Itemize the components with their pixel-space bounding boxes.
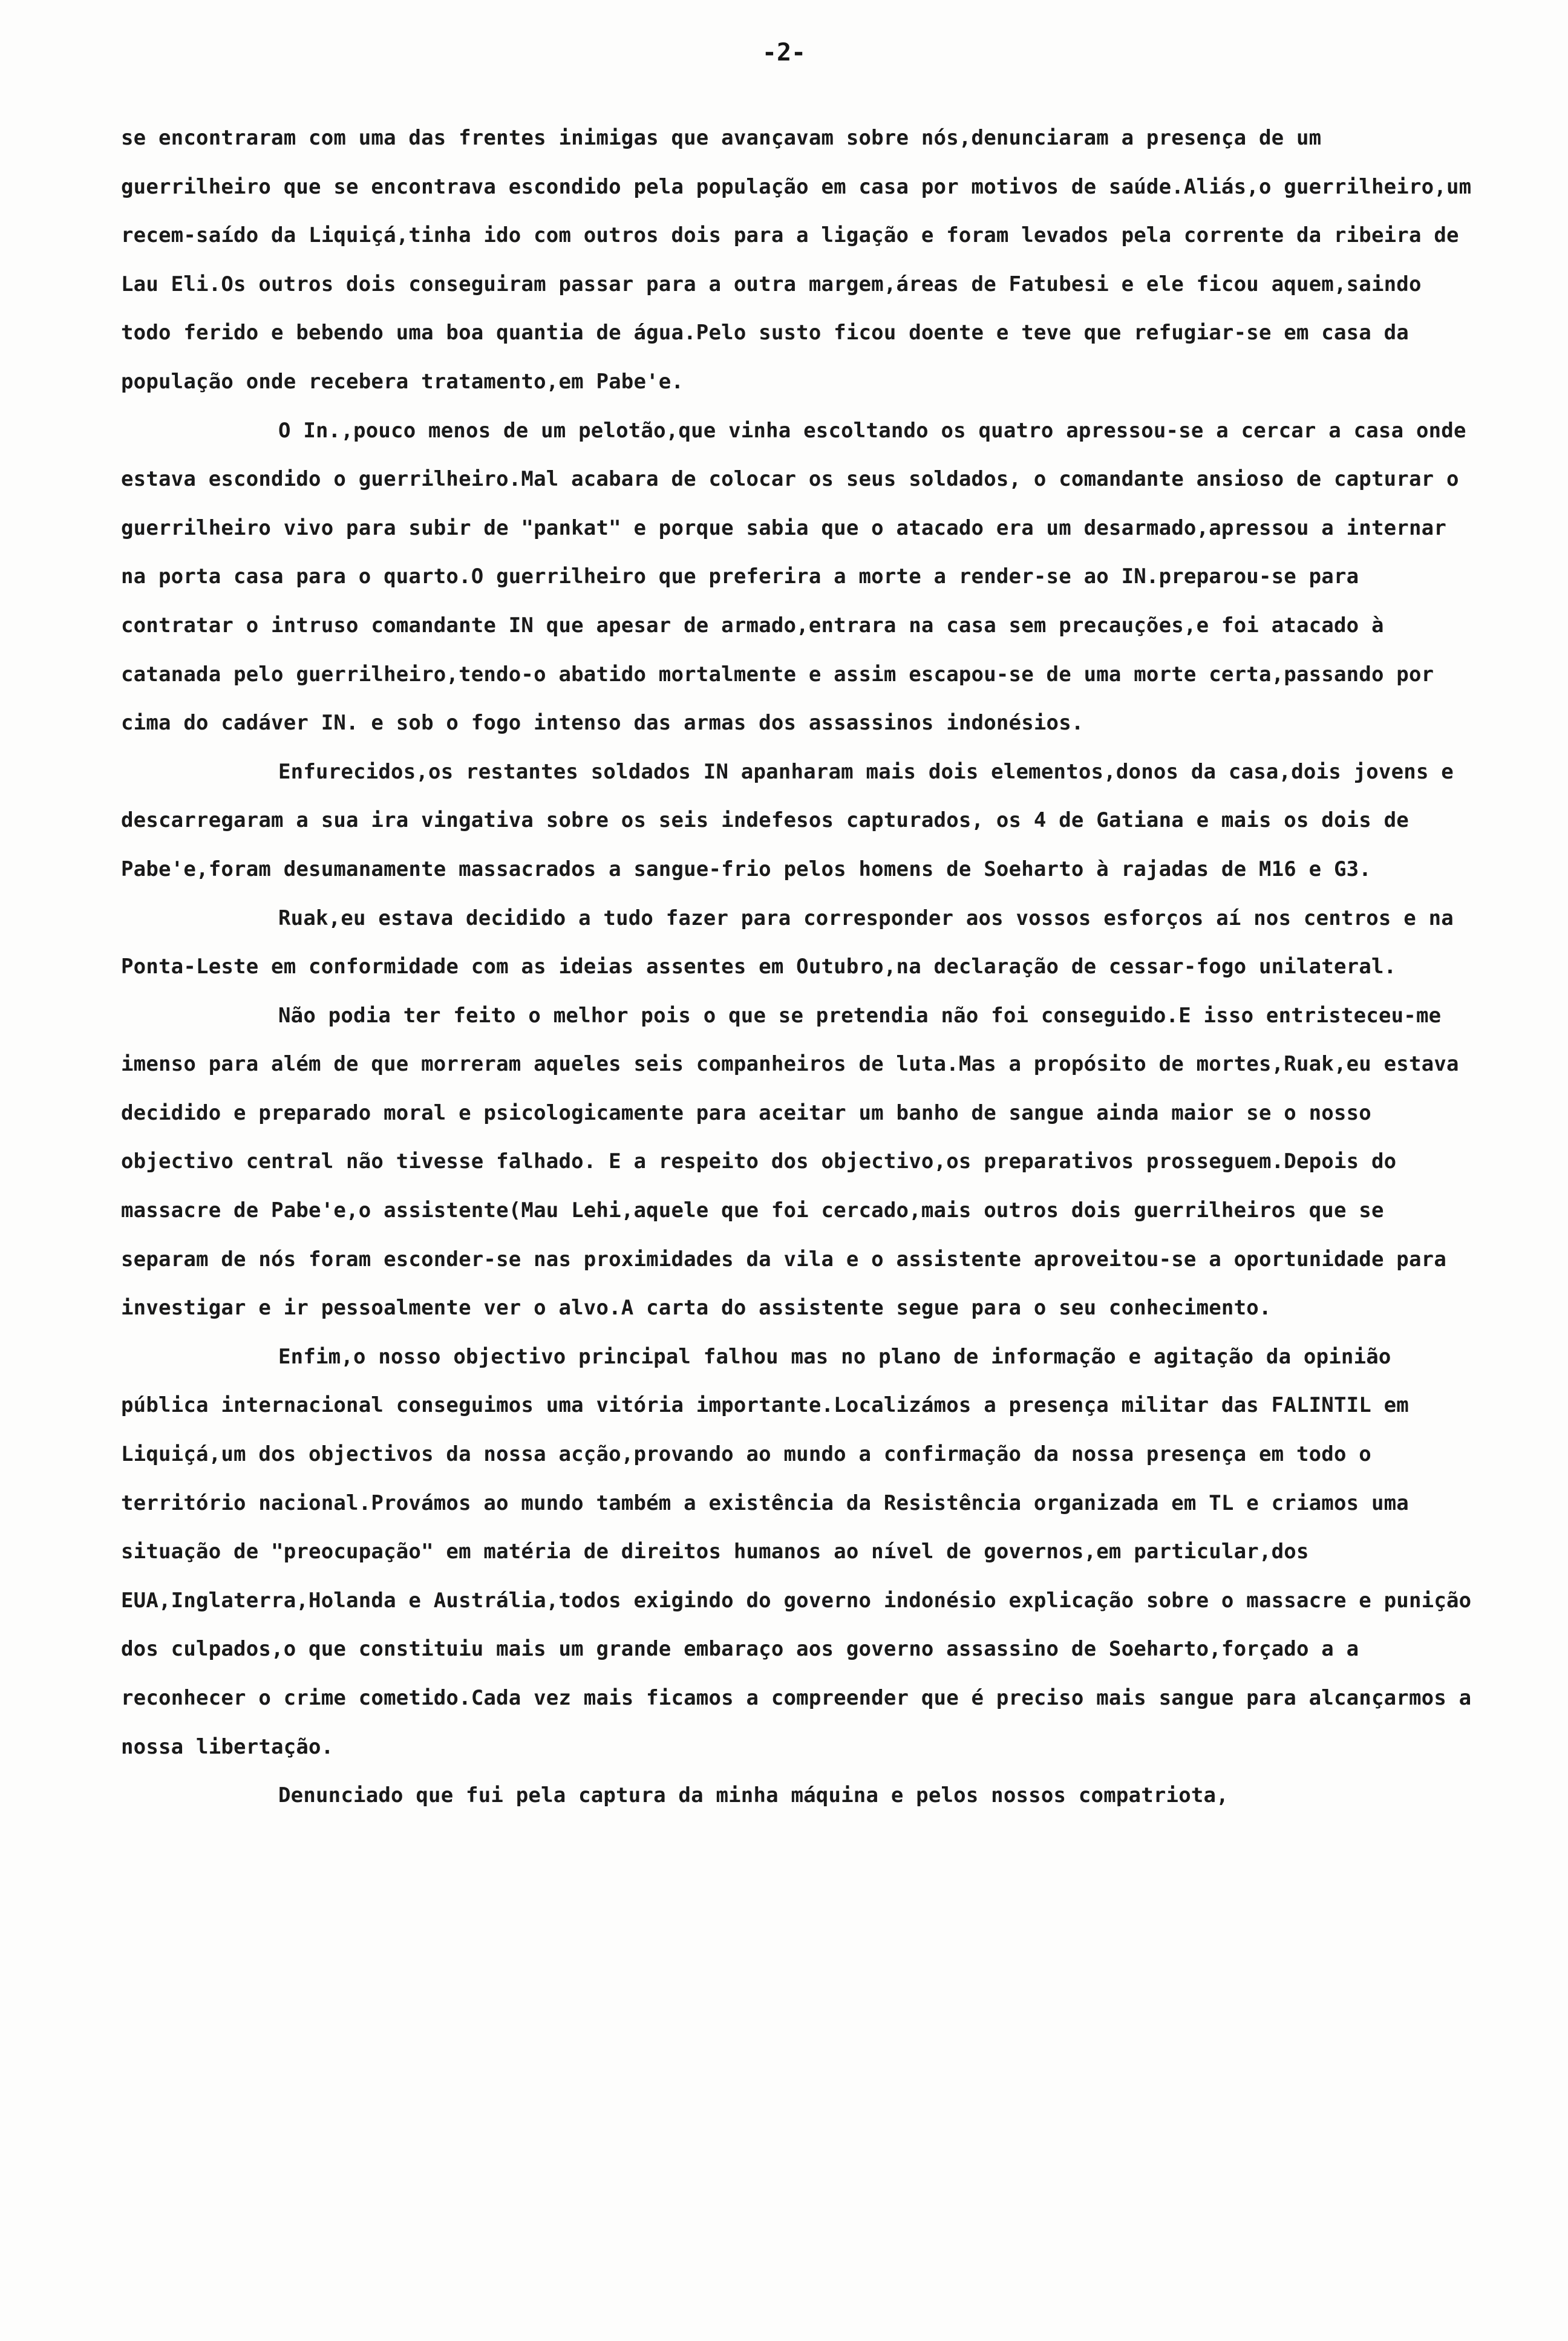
paragraph-3: Enfurecidos,os restantes soldados IN apanharam mais dois elementos,donos da casa,dois jovens e descarregaram a sua ira vingativa sobre os seis indefesos capturados, os 4 de Gatiana e mais os dois de Pabe'e,foram desumanamente massacrados a sangue-frio pelos homens de Soeharto à rajadas de M16 e G3. <box>121 759 1454 881</box>
paragraph-2: O In.,pouco menos de um pelotão,que vinha escoltando os quatro apressou-se a cercar a casa onde estava escondido o guerrilheiro.Mal acabara de colocar os seus soldados, o comandante ansioso de capturar o guerrilheiro vivo para subir de "pankat" e porque sabia que o atacado era um desarmado,apressou a internar na porta casa para o quarto.O guerrilheiro que preferira a morte a render-se ao IN.preparou-se para contratar o intruso comandante IN que apesar de armado,entrara na casa sem precauções,e foi atacado à catanada pelo guerrilheiro,tendo-o abatido mortalmente e assim escapou-se de uma morte certa,passando por cima do cadáver IN. e sob o fogo intenso das armas dos assassinos indonésios. <box>121 418 1466 736</box>
paragraph-1: se encontraram com uma das frentes inimigas que avançavam sobre nós,denunciaram a presença de um guerrilheiro que se encontrava escondido pela população em casa por motivos de saúde.Aliás,o guerrilheiro,um recem-saído da Liquiçá,tinha ido com outros dois para a ligação e foram levados pela corrente da ribeira de Lau Eli.Os outros dois conseguiram passar para a outra margem,áreas de Fatubesi e ele ficou aquem,saindo todo ferido e bebendo uma boa quantia de água.Pelo susto ficou doente e teve que refugiar-se em casa da população onde recebera tratamento,em Pabe'e. <box>121 126 1472 394</box>
body-text <box>121 114 1476 1820</box>
page-number: -2- <box>762 39 806 67</box>
paragraph-7: Denunciado que fui pela captura da minha máquina e pelos nossos compatriota, <box>278 1783 1229 1808</box>
paragraph-5: Não podia ter feito o melhor pois o que se pretendia não foi conseguido.E isso entristeceu-me imenso para além de que morreram aqueles seis companheiros de luta.Mas a propósito de mortes,Ruak,eu estava decidido e preparado moral e psicologicamente para aceitar um banho de sangue ainda maior se o nosso objectivo central não tivesse falhado. E a respeito dos objectivo,os preparativos prosseguem.Depois do massacre de Pabe'e,o assistente(Mau Lehi,aquele que foi cercado,mais outros dois guerrilheiros que se separam de nós foram esconder-se nas proximidades da vila e o assistente aproveitou-se a oportunidade para investigar e ir pessoalmente ver o alvo.A carta do assistente segue para o seu conhecimento. <box>121 1003 1459 1321</box>
paragraph-4: Ruak,eu estava decidido a tudo fazer para corresponder aos vossos esforços aí nos centros e na Ponta-Leste em conformidade com as ideias assentes em Outubro,na declaração de cessar-fogo unilateral. <box>121 906 1454 979</box>
paragraph-6: Enfim,o nosso objectivo principal falhou mas no plano de informação e agitação da opinião pública internacional conseguimos uma vitória importante.Localizámos a presença militar das FALINTIL em Liquiçá,um dos objectivos da nossa acção,provando ao mundo a confirmação da nossa presença em todo o território nacional.Provámos ao mundo também a existência da Resistência organizada em TL e criamos uma situação de "preocupação" em matéria de direitos humanos ao nível de governos,em particular,dos EUA,Inglaterra,Holanda e Austrália,todos exigindo do governo indonésio explicação sobre o massacre e punição dos culpados,o que constituiu mais um grande embaraço aos governo assassino de Soeharto,forçado a a reconhecer o crime cometido.Cada vez mais ficamos a compreender que é preciso mais sangue para alcançarmos a nossa libertação. <box>121 1344 1472 1759</box>
